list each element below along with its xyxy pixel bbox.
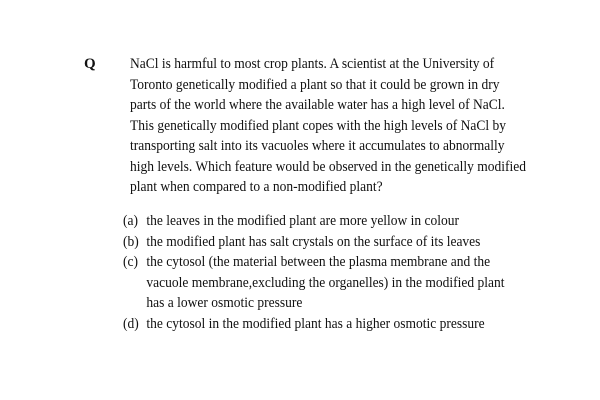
option-label: (d) bbox=[123, 315, 139, 332]
option-label: (c) bbox=[123, 254, 138, 270]
option-text: has a lower osmotic pressure bbox=[146, 295, 303, 311]
stem-line: parts of the world where the available water has a high level of NaCl. bbox=[130, 97, 505, 113]
stem-line: This genetically modified plant copes with the high levels of NaCl by bbox=[130, 117, 507, 134]
stem-line: Toronto genetically modified a plant so that it could be grown in dry bbox=[130, 76, 500, 93]
option-label: (a) bbox=[123, 213, 138, 229]
option-b bbox=[123, 232, 505, 253]
option-text: the cytosol (the material between the plasma membrane and the bbox=[146, 254, 491, 270]
option-text: the cytosol in the modified plant has a higher osmotic pressure bbox=[146, 315, 485, 332]
option-text: vacuole membrane,excluding the organelles) in the modified plant bbox=[146, 274, 505, 291]
option-d bbox=[123, 314, 505, 335]
question-label: Q bbox=[84, 56, 96, 72]
stem-line: NaCl is harmful to most crop plants. A scientist at the University of bbox=[130, 56, 495, 72]
stem-line: plant when compared to a non-modified plant? bbox=[130, 179, 383, 195]
option-label: (b) bbox=[123, 233, 139, 250]
option-a bbox=[123, 211, 505, 232]
stem-line: transporting salt into its vacuoles where it accumulates to abnormally bbox=[130, 138, 505, 154]
question-stem bbox=[130, 54, 527, 198]
stem-line: high levels. Which feature would be observed in the genetically modified bbox=[130, 158, 527, 175]
option-text: the modified plant has salt crystals on the surface of its leaves bbox=[146, 233, 481, 250]
answer-options bbox=[123, 211, 505, 334]
option-c bbox=[123, 252, 505, 314]
option-text: the leaves in the modified plant are more yellow in colour bbox=[146, 213, 460, 229]
